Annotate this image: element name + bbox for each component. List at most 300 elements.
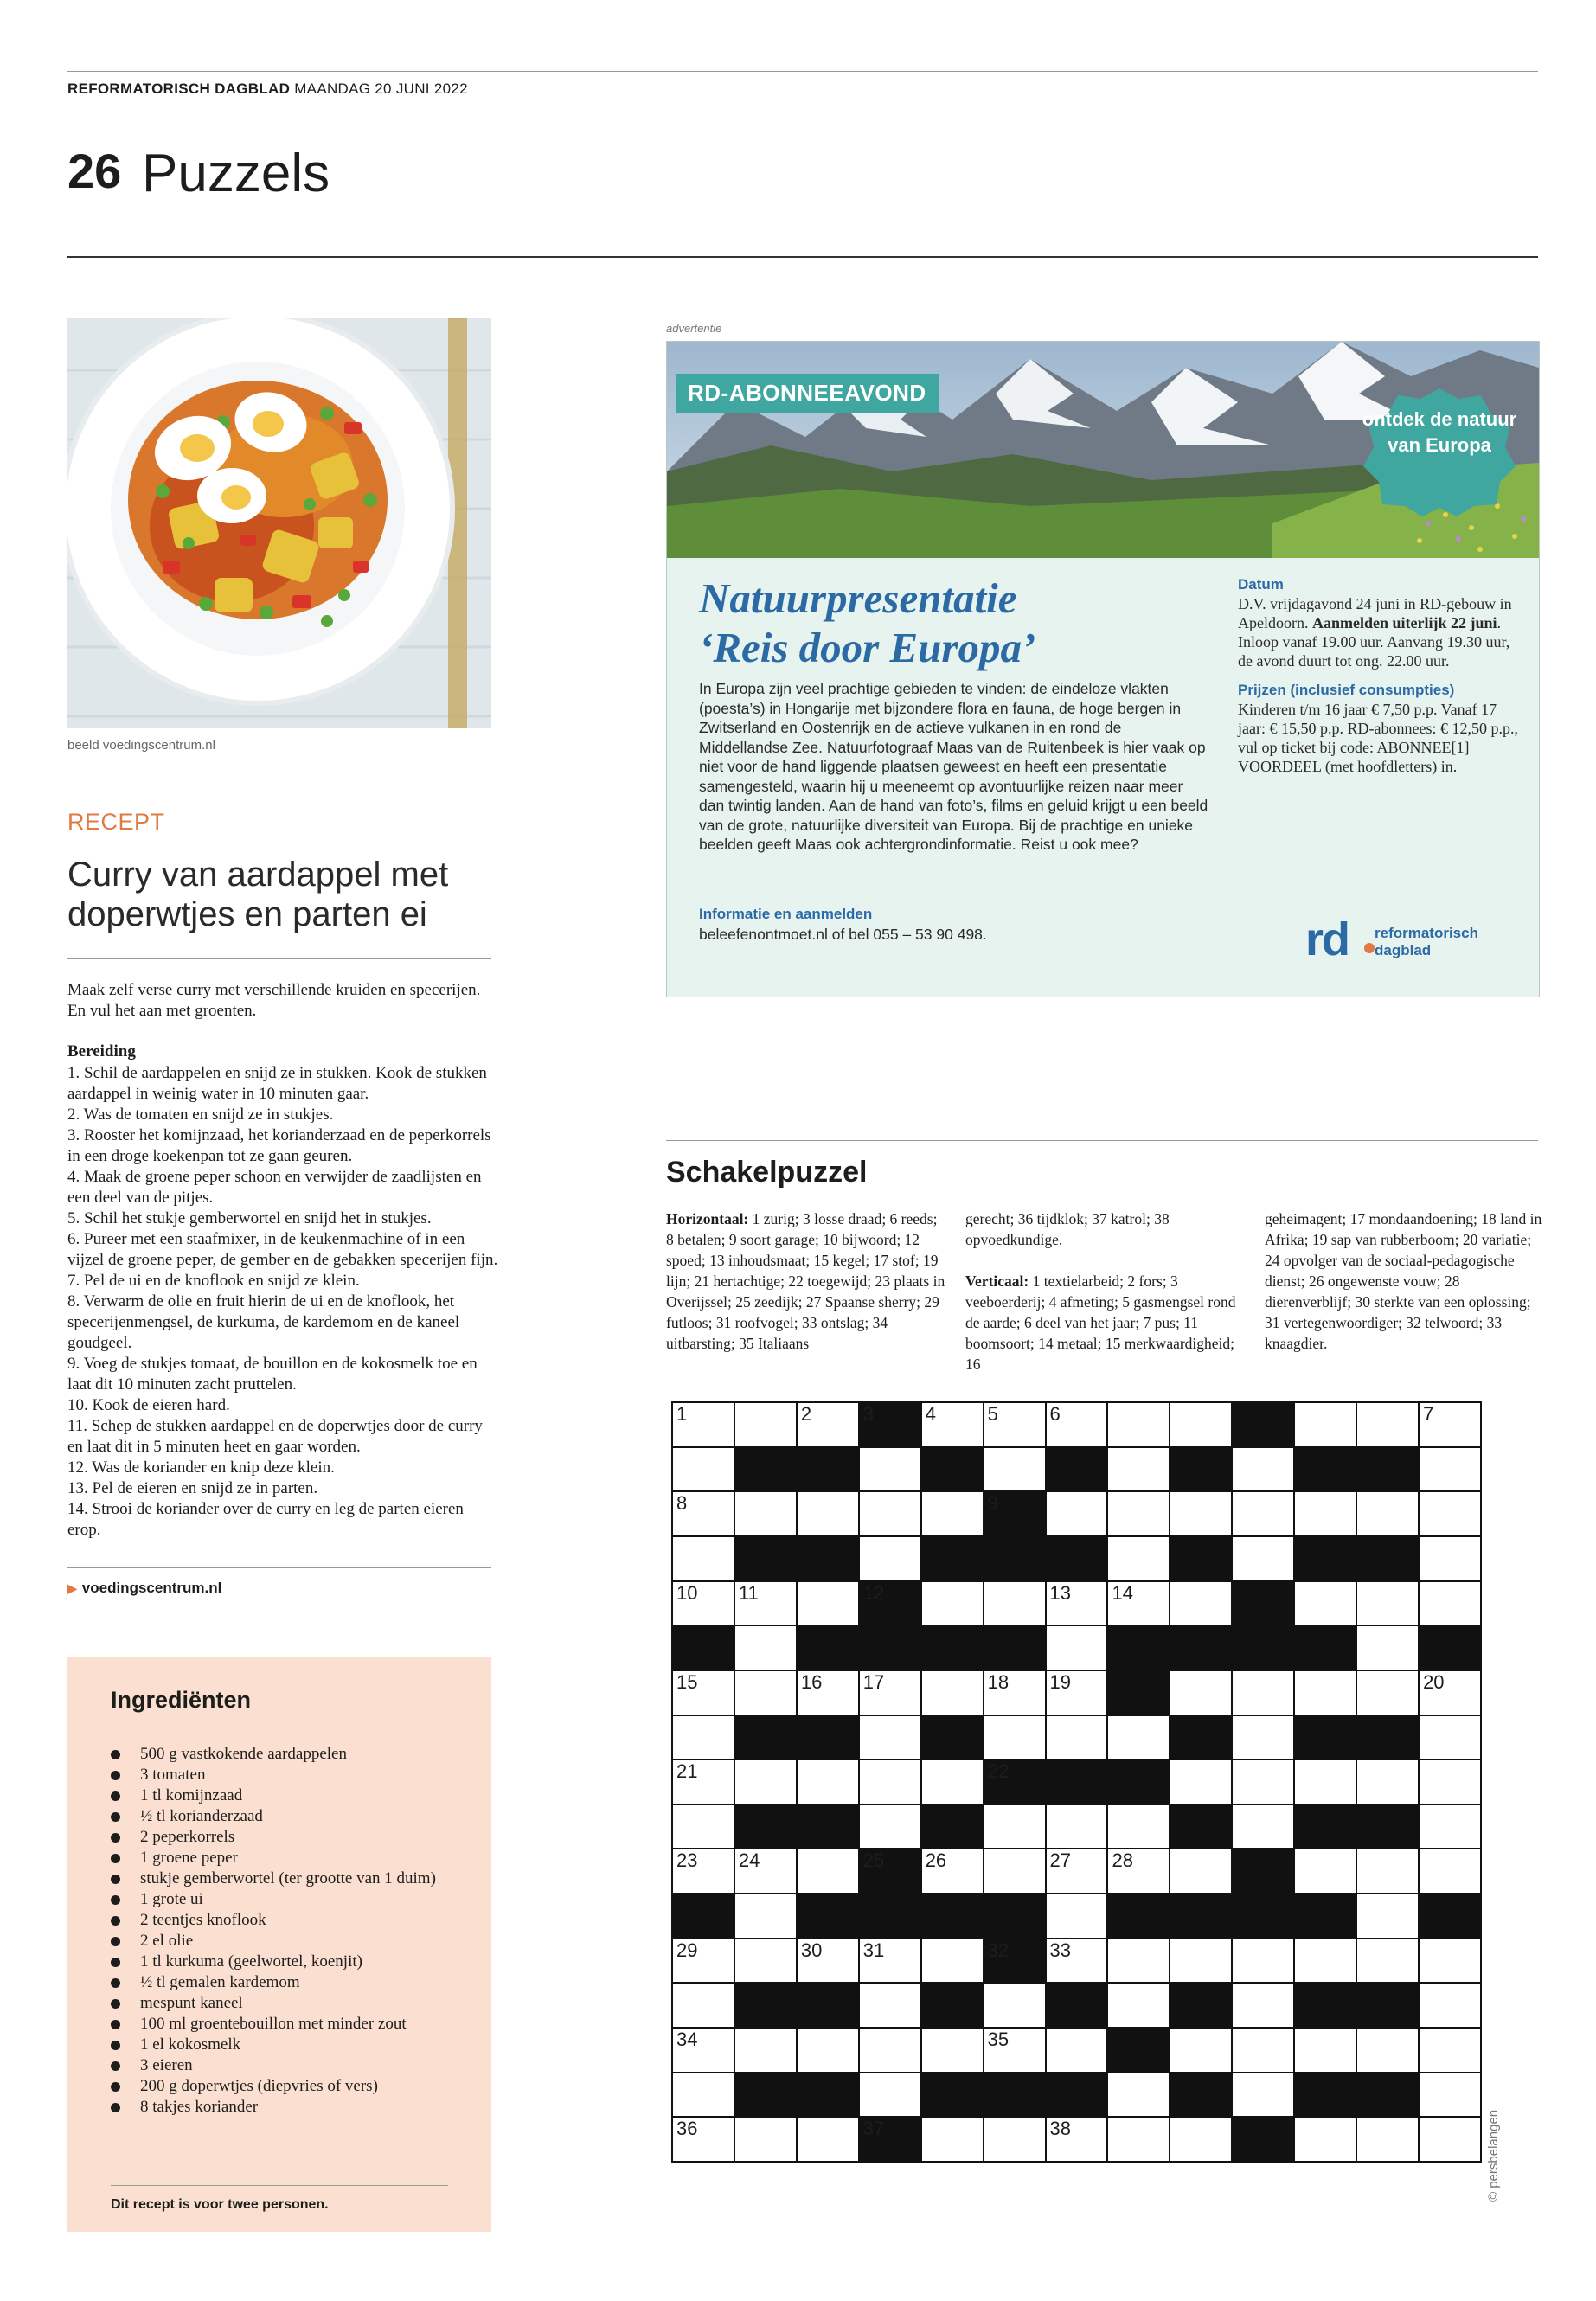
grid-cell[interactable] [1295, 1760, 1356, 1804]
clue-number: 37 [862, 2118, 885, 2140]
grid-block [1295, 1537, 1356, 1580]
date-deadline: Aanmelden uiterlijk 22 juni [1311, 614, 1497, 631]
grid-cell[interactable] [1420, 1939, 1480, 1983]
grid-cell[interactable] [1108, 1716, 1169, 1759]
clue-number: 12 [862, 1581, 885, 1604]
grid-cell[interactable] [673, 1716, 734, 1759]
grid-cell[interactable] [984, 1805, 1045, 1849]
prices-text: Kinderen t/m 16 jaar € 7,50 p.p. Vanaf 17 jaar: € 15,50 p.p. RD-abonnees: € 12,50 p.p., vul op ticket bij code: ABONNEE[1] VOORDEEL (met hoofdletters) in. [1238, 701, 1518, 775]
grid-cell[interactable] [984, 1984, 1045, 2027]
grid-cell[interactable] [1233, 1492, 1293, 1535]
grid-cell[interactable] [984, 2118, 1045, 2161]
horizontal-clues-a: 1 zurig; 3 losse draad; 6 reeds; 8 betalen; 9 soort garage; 10 bijwoord; 12 spoed; 13 inhoudsmaat; 15 kegel; 17 stof; 19 lijn; 21 hertachtige; 22 toegewijd; 23 plaats in Overijssel; 25 zeedijk; 27 Spaanse sherry; 29 futloos; 31 roofvogel; 33 ontslag; 34 uitbarsting; 35 Italiaans [666, 1210, 945, 1352]
grid-cell[interactable] [735, 1760, 796, 1804]
grid-cell[interactable] [984, 1671, 1045, 1715]
grid-block [1357, 2073, 1418, 2117]
ad-body: In Europa zijn veel prachtige gebieden te vinden: de eindeloze vlakten (poesta’s) in Hongarije met bijzondere flora en fauna, de hoge bergen in Zwitserland en Oostenrijk en de actieve vulkanen in en rond de Middellandse Zee. Natuurfotograaf Maas van de Ruitenbeek is hier vaak op niet voor de hand liggende plaatsen geweest en heeft een presentatie samengesteld, waarin hij u meeneemt op avontuurlijke reizen naar meer dan twintig landen. Aan de hand van foto’s, films en geluid krijgt u een beeld van de grote, natuurlijke diversiteit van Europa. Bij de prachtige en unieke beelden geeft Maas ook achtergrondinformatie. Reist u ook mee? [699, 680, 1208, 853]
grid-cell[interactable] [673, 1403, 734, 1446]
ingredient-text: ½ tl korianderzaad [140, 1807, 263, 1825]
grid-block [1233, 1626, 1293, 1670]
grid-block [860, 1403, 920, 1446]
grid-cell[interactable] [673, 1448, 734, 1491]
grid-cell[interactable] [1295, 1403, 1356, 1446]
paper-name: REFORMATORISCH DAGBLAD [67, 80, 291, 97]
grid-block [1420, 1894, 1480, 1938]
grid-cell[interactable] [735, 1626, 796, 1670]
recipe-step: 3. Rooster het komijnzaad, het korianderzaad en de peperkorrels in een droge koekenpan tot ze gaan geuren. [67, 1126, 491, 1165]
ingredient-item [111, 1827, 457, 1848]
grid-block [1170, 1716, 1231, 1759]
grid-cell[interactable] [1170, 1849, 1231, 1893]
bullet-icon [111, 1978, 120, 1988]
grid-block [798, 2073, 858, 2117]
grid-cell[interactable] [1357, 1626, 1418, 1670]
ingredient-item [111, 1744, 457, 1765]
grid-cell[interactable] [673, 1939, 734, 1983]
recipe-step: 13. Pel de eieren en snijd ze in parten. [67, 1479, 318, 1497]
grid-block [1170, 1537, 1231, 1580]
grid-cell[interactable] [1108, 1984, 1169, 2027]
recipe-step: 9. Voeg de stukjes tomaat, de bouillon en de kokosmelk toe en laat dit 10 minuten zacht pruttelen. [67, 1355, 478, 1394]
grid-cell[interactable] [984, 1448, 1045, 1491]
grid-cell[interactable] [1295, 1849, 1356, 1893]
grid-cell[interactable] [1233, 2029, 1293, 2072]
grid-cell[interactable] [1108, 1403, 1169, 1446]
grid-block [1295, 1984, 1356, 2027]
grid-cell[interactable] [673, 1849, 734, 1893]
puzzle-credit: © persbelangen [1486, 2109, 1501, 2202]
grid-cell[interactable] [735, 2118, 796, 2161]
bullet-icon [111, 1833, 120, 1843]
ingredient-item [111, 1993, 457, 2014]
grid-cell[interactable] [673, 1984, 734, 2027]
grid-block [1170, 1805, 1231, 1849]
grid-block [922, 1716, 983, 1759]
ingredient-text: 1 tl kurkuma (geelwortel, koenjit) [140, 1952, 362, 1971]
grid-cell[interactable] [860, 1492, 920, 1535]
recipe-title: Curry van aardappel met doperwtjes en parten ei [67, 856, 449, 933]
grid-block [1233, 1849, 1293, 1893]
horizontal-clues-b: gerecht; 36 tijdklok; 37 katrol; 38 opvoedkundige. [965, 1210, 1170, 1248]
ingredient-item [111, 1848, 457, 1868]
grid-block [984, 1492, 1045, 1535]
grid-cell[interactable] [1295, 1939, 1356, 1983]
grid-cell[interactable] [798, 1582, 858, 1625]
ingredient-text: 1 groene peper [140, 1849, 238, 1867]
grid-cell[interactable] [1357, 2029, 1418, 2072]
grid-block [1170, 1984, 1231, 2027]
grid-cell[interactable] [922, 1760, 983, 1804]
advertisement [666, 341, 1540, 997]
grid-block [1357, 1984, 1418, 2027]
grid-cell[interactable] [1420, 1403, 1480, 1446]
grid-cell[interactable] [1420, 1760, 1480, 1804]
grid-block [1170, 1894, 1231, 1938]
clue-number: 31 [862, 1939, 885, 1961]
grid-cell[interactable] [735, 1671, 796, 1715]
grid-block [860, 1894, 920, 1938]
grid-block [673, 1626, 734, 1670]
ingredient-text: mespunt kaneel [140, 1994, 243, 2012]
grid-cell[interactable] [860, 1716, 920, 1759]
grid-cell[interactable] [1170, 1492, 1231, 1535]
grid-cell[interactable] [798, 1492, 858, 1535]
grid-cell[interactable] [1108, 2073, 1169, 2117]
bullet-icon [111, 1791, 120, 1801]
grid-cell[interactable] [984, 1403, 1045, 1446]
grid-block [798, 1984, 858, 2027]
grid-cell[interactable] [984, 1716, 1045, 1759]
grid-cell[interactable] [860, 1939, 920, 1983]
ingredient-item [111, 1868, 457, 1889]
ingredient-text: 1 el kokosmelk [140, 2035, 241, 2054]
clue-number: 33 [1049, 1939, 1072, 1961]
grid-block [984, 1760, 1045, 1804]
grid-cell[interactable] [860, 2029, 920, 2072]
grid-cell[interactable] [1047, 2118, 1107, 2161]
arrow-right-icon: ▶ [67, 1581, 77, 1595]
grid-cell[interactable] [1233, 1760, 1293, 1804]
header-rule [67, 256, 1538, 258]
rd-logo-text [1375, 925, 1478, 959]
grid-cell[interactable] [1357, 1760, 1418, 1804]
grid-cell[interactable] [798, 1849, 858, 1893]
grid-cell[interactable] [673, 1805, 734, 1849]
recipe-link[interactable] [67, 1580, 221, 1597]
grid-block [1047, 1448, 1107, 1491]
crossword-grid [671, 1401, 1482, 2163]
grid-cell[interactable] [1170, 1403, 1231, 1446]
grid-cell[interactable] [1047, 1671, 1107, 1715]
grid-cell[interactable] [1108, 1492, 1169, 1535]
grid-cell[interactable] [1108, 1805, 1169, 1849]
grid-cell[interactable] [673, 1760, 734, 1804]
grid-cell[interactable] [1420, 1716, 1480, 1759]
clue-number: 32 [987, 1939, 1010, 1961]
clue-number: 24 [738, 1849, 760, 1872]
grid-cell[interactable] [1420, 1984, 1480, 2027]
grid-cell[interactable] [1047, 1403, 1107, 1446]
grid-cell[interactable] [673, 2029, 734, 2072]
grid-cell[interactable] [1170, 1671, 1231, 1715]
grid-block [1047, 1537, 1107, 1580]
grid-cell[interactable] [1420, 1537, 1480, 1580]
grid-cell[interactable] [1233, 2073, 1293, 2117]
grid-block [922, 1984, 983, 2027]
vertical-label: Verticaal: [965, 1272, 1029, 1290]
grid-cell[interactable] [673, 1492, 734, 1535]
clue-number: 28 [1112, 1849, 1133, 1872]
grid-block [673, 1894, 734, 1938]
recipe-step: 11. Schep de stukken aardappel en de doperwtjes door de curry en laat dit in 5 minuten heet en gaar worden. [67, 1417, 483, 1456]
grid-block [735, 1448, 796, 1491]
date-text: D.V. vrijdagavond 24 juni in RD-gebouw in Apeldoorn. [1238, 595, 1512, 631]
grid-cell[interactable] [735, 1894, 796, 1938]
grid-cell[interactable] [1357, 1671, 1418, 1715]
grid-cell[interactable] [922, 1582, 983, 1625]
clue-number: 27 [1049, 1849, 1072, 1872]
recipe-step: 8. Verwarm de olie en fruit hierin de ui en de knoflook, het specerijenmengsel, de kurkuma, de kardemom en de kaneel goudgeel. [67, 1292, 460, 1352]
grid-cell[interactable] [860, 1448, 920, 1491]
grid-cell[interactable] [735, 1582, 796, 1625]
ingredient-item [111, 1785, 457, 1806]
clue-number: 9 [987, 1492, 998, 1515]
clue-number: 18 [987, 1670, 1010, 1693]
grid-cell[interactable] [1170, 2118, 1231, 2161]
grid-cell[interactable] [673, 2073, 734, 2117]
grid-cell[interactable] [735, 1492, 796, 1535]
grid-cell[interactable] [860, 2073, 920, 2117]
grid-cell[interactable] [1170, 1760, 1231, 1804]
grid-block [1170, 2073, 1231, 2117]
grid-cell[interactable] [922, 1849, 983, 1893]
grid-cell[interactable] [1420, 1492, 1480, 1535]
grid-cell[interactable] [735, 1849, 796, 1893]
grid-cell[interactable] [1420, 2073, 1480, 2117]
ad-title-line2: ‘Reis door Europa’ [699, 624, 1036, 671]
grid-cell[interactable] [1357, 1492, 1418, 1535]
clue-number: 23 [676, 1849, 698, 1872]
ingredient-text: 100 ml groentebouillon met minder zout [140, 2015, 407, 2033]
grid-block [922, 1537, 983, 1580]
ingredients-rule [111, 2185, 448, 2186]
grid-cell[interactable] [1233, 1716, 1293, 1759]
grid-block [1108, 1894, 1169, 1938]
grid-block [798, 1805, 858, 1849]
grid-cell[interactable] [1295, 1582, 1356, 1625]
grid-cell[interactable] [984, 1849, 1045, 1893]
grid-block [1357, 1716, 1418, 1759]
ingredient-item [111, 2014, 457, 2035]
grid-cell[interactable] [735, 1939, 796, 1983]
bullet-icon [111, 1854, 120, 1863]
grid-block [1295, 1716, 1356, 1759]
clues-column-2 [965, 1208, 1247, 1375]
grid-cell[interactable] [1295, 1492, 1356, 1535]
grid-cell[interactable] [798, 1939, 858, 1983]
clue-number: 7 [1423, 1403, 1434, 1425]
recipe-step: 2. Was de tomaten en snijd ze in stukjes. [67, 1106, 334, 1124]
grid-cell[interactable] [1233, 1939, 1293, 1983]
clue-number: 21 [676, 1760, 698, 1783]
ingredient-item [111, 1806, 457, 1827]
grid-cell[interactable] [1295, 2029, 1356, 2072]
clue-number: 2 [800, 1403, 812, 1425]
clue-number: 4 [925, 1403, 936, 1425]
ingredient-text: 1 grote ui [140, 1890, 203, 1908]
grid-cell[interactable] [1047, 1626, 1107, 1670]
grid-cell[interactable] [1170, 1939, 1231, 1983]
grid-block [860, 2118, 920, 2161]
curry-plate-image [67, 318, 491, 728]
grid-cell[interactable] [1357, 1582, 1418, 1625]
clue-number: 19 [1049, 1670, 1072, 1693]
grid-block [1295, 1894, 1356, 1938]
grid-cell[interactable] [735, 1403, 796, 1446]
bullet-icon [111, 1916, 120, 1926]
grid-cell[interactable] [1233, 1448, 1293, 1491]
clue-number: 34 [676, 2029, 698, 2051]
grid-cell[interactable] [984, 1582, 1045, 1625]
grid-block [1295, 2073, 1356, 2117]
clue-number: 36 [676, 2118, 698, 2140]
grid-cell[interactable] [798, 2118, 858, 2161]
section-title: Puzzels [142, 144, 330, 203]
clue-number: 16 [800, 1670, 823, 1693]
grid-cell[interactable] [1357, 1894, 1418, 1938]
grid-cell[interactable] [1047, 1492, 1107, 1535]
grid-cell[interactable] [1047, 2029, 1107, 2072]
grid-block [984, 1894, 1045, 1938]
grid-block [922, 1805, 983, 1849]
grid-cell[interactable] [1047, 1939, 1107, 1983]
grid-block [1047, 2073, 1107, 2117]
puzzle-title: Schakelpuzzel [666, 1156, 868, 1189]
clue-number: 29 [676, 1939, 698, 1961]
grid-block [735, 1984, 796, 2027]
grid-cell[interactable] [1047, 1582, 1107, 1625]
grid-block [1047, 1984, 1107, 2027]
grid-cell[interactable] [673, 1582, 734, 1625]
ingredient-text: 1 tl komijnzaad [140, 1786, 243, 1804]
grid-cell[interactable] [735, 2029, 796, 2072]
grid-cell[interactable] [922, 2029, 983, 2072]
grid-cell[interactable] [1108, 1849, 1169, 1893]
grid-cell[interactable] [1420, 2118, 1480, 2161]
clue-number: 1 [676, 1403, 688, 1425]
grid-block [984, 1537, 1045, 1580]
grid-cell[interactable] [673, 2118, 734, 2161]
grid-cell[interactable] [798, 1403, 858, 1446]
grid-cell[interactable] [1295, 1671, 1356, 1715]
grid-cell[interactable] [860, 1537, 920, 1580]
ingredient-text: stukje gemberwortel (ter grootte van 1 duim) [140, 1869, 436, 1888]
grid-cell[interactable] [1108, 1582, 1169, 1625]
grid-cell[interactable] [1420, 1671, 1480, 1715]
grid-block [984, 2073, 1045, 2117]
grid-cell[interactable] [922, 1403, 983, 1446]
ad-tag: RD-ABONNEEAVOND [676, 374, 939, 413]
date-more: Inloop vanaf 19.00 uur. Aanvang 19.30 uur, de avond duurt tot ong. 22.00 uur. [1238, 633, 1510, 670]
grid-cell[interactable] [673, 1671, 734, 1715]
clue-number: 8 [676, 1492, 688, 1515]
grid-cell[interactable] [922, 1671, 983, 1715]
grid-cell[interactable] [798, 1760, 858, 1804]
ingredient-text: 2 teentjes knoflook [140, 1911, 266, 1929]
grid-cell[interactable] [1420, 1849, 1480, 1893]
grid-cell[interactable] [860, 1671, 920, 1715]
grid-cell[interactable] [1108, 2118, 1169, 2161]
grid-cell[interactable] [1357, 1403, 1418, 1446]
bullet-icon [111, 1958, 120, 1967]
ingredient-text: 8 takjes koriander [140, 2098, 259, 2116]
grid-block [922, 2073, 983, 2117]
recipe-photo [67, 318, 491, 728]
grid-cell[interactable] [1233, 1537, 1293, 1580]
grid-cell[interactable] [1047, 1805, 1107, 1849]
grid-cell[interactable] [1108, 1939, 1169, 1983]
ad-details: Datum D.V. vrijdagavond 24 juni in RD-gebouw in Apeldoorn. Aanmelden uiterlijk 22 juni. Inloop vanaf 19.00 uur. Aanvang 19.30 uur, de avond duurt tot ong. 22.00 uur. Prijzen (inclusief consumpties) Kinderen t/m 16 jaar € 7,50 p.p. Vanaf 17 jaar: € 15,50 p.p. RD-abonnees: € 12,50 p.p., vul op ticket bij code: ABONNEE[1] VOORDEEL (met hoofdletters) in. [1238, 575, 1523, 776]
grid-block [922, 1894, 983, 1938]
grid-block [1357, 1805, 1418, 1849]
grid-cell[interactable] [1108, 1448, 1169, 1491]
grid-cell[interactable] [922, 2118, 983, 2161]
grid-cell[interactable] [673, 1537, 734, 1580]
clue-number: 26 [925, 1849, 947, 1872]
clue-number: 15 [676, 1670, 698, 1693]
bullet-icon [111, 1875, 120, 1884]
grid-cell[interactable] [798, 2029, 858, 2072]
top-rule [67, 71, 1538, 72]
grid-cell[interactable] [1233, 1984, 1293, 2027]
grid-block [798, 1716, 858, 1759]
grid-cell[interactable] [860, 1984, 920, 2027]
ad-badge-text: ontdek de natuur van Europa [1362, 408, 1517, 456]
grid-cell[interactable] [860, 1805, 920, 1849]
clue-number: 22 [987, 1760, 1010, 1783]
grid-cell[interactable] [1233, 1805, 1293, 1849]
grid-cell[interactable] [1170, 2029, 1231, 2072]
grid-cell[interactable] [1047, 1894, 1107, 1938]
recipe-step: 12. Was de koriander en knip deze klein. [67, 1458, 335, 1477]
grid-block [1108, 1760, 1169, 1804]
grid-cell[interactable] [1420, 1805, 1480, 1849]
grid-cell[interactable] [798, 1671, 858, 1715]
grid-cell[interactable] [1420, 1448, 1480, 1491]
recipe-step: 7. Pel de ui en de knoflook en snijd ze klein. [67, 1272, 360, 1290]
vertical-clues-a: 1 textielarbeid; 2 fors; 3 veeboerderij; 4 afmeting; 5 gasmengsel rond de aarde; 6 deel van het jaar; 7 pus; 11 boomsoort; 14 metaal; 15 merkwaardigheid; 16 [965, 1272, 1236, 1373]
grid-cell[interactable] [860, 1760, 920, 1804]
ad-label: advertentie [666, 322, 722, 335]
recipe-step: 4. Maak de groene peper schoon en verwijder de zaadlijsten en een deel van de pitjes. [67, 1168, 482, 1207]
ingredient-text: ½ tl gemalen kardemom [140, 1973, 300, 1991]
grid-block [860, 1849, 920, 1893]
clue-number: 10 [676, 1581, 698, 1604]
bullet-icon [111, 2041, 120, 2050]
steps-heading: Bereiding [67, 1042, 136, 1061]
grid-block [1295, 1626, 1356, 1670]
clue-number: 17 [862, 1670, 885, 1693]
grid-cell[interactable] [1420, 1582, 1480, 1625]
grid-cell[interactable] [1357, 2118, 1418, 2161]
ingredient-item [111, 1910, 457, 1931]
grid-cell[interactable] [1047, 1849, 1107, 1893]
grid-cell[interactable] [1047, 1716, 1107, 1759]
prices-heading: Prijzen (inclusief consumpties) [1238, 682, 1455, 698]
puzzle-rule [666, 1140, 1538, 1141]
grid-block [1233, 1894, 1293, 1938]
grid-cell[interactable] [922, 1492, 983, 1535]
grid-block [1108, 1671, 1169, 1715]
grid-cell[interactable] [1357, 1939, 1418, 1983]
grid-block [1295, 1805, 1356, 1849]
grid-cell[interactable] [1233, 1671, 1293, 1715]
ingredient-text: 200 g doperwtjes (diepvries of vers) [140, 2077, 378, 2095]
grid-cell[interactable] [1420, 2029, 1480, 2072]
grid-block [1357, 1537, 1418, 1580]
grid-cell[interactable] [1357, 1849, 1418, 1893]
grid-cell[interactable] [922, 1939, 983, 1983]
grid-block [735, 1537, 796, 1580]
ad-title-line1: Natuurpresentatie [699, 574, 1017, 622]
grid-cell[interactable] [1108, 1537, 1169, 1580]
ingredients-box [67, 1657, 491, 2232]
grid-cell[interactable] [984, 2029, 1045, 2072]
rd-logo-dot [1364, 943, 1375, 953]
grid-cell[interactable] [1170, 1582, 1231, 1625]
masthead [67, 80, 468, 98]
grid-cell[interactable] [1295, 2118, 1356, 2161]
